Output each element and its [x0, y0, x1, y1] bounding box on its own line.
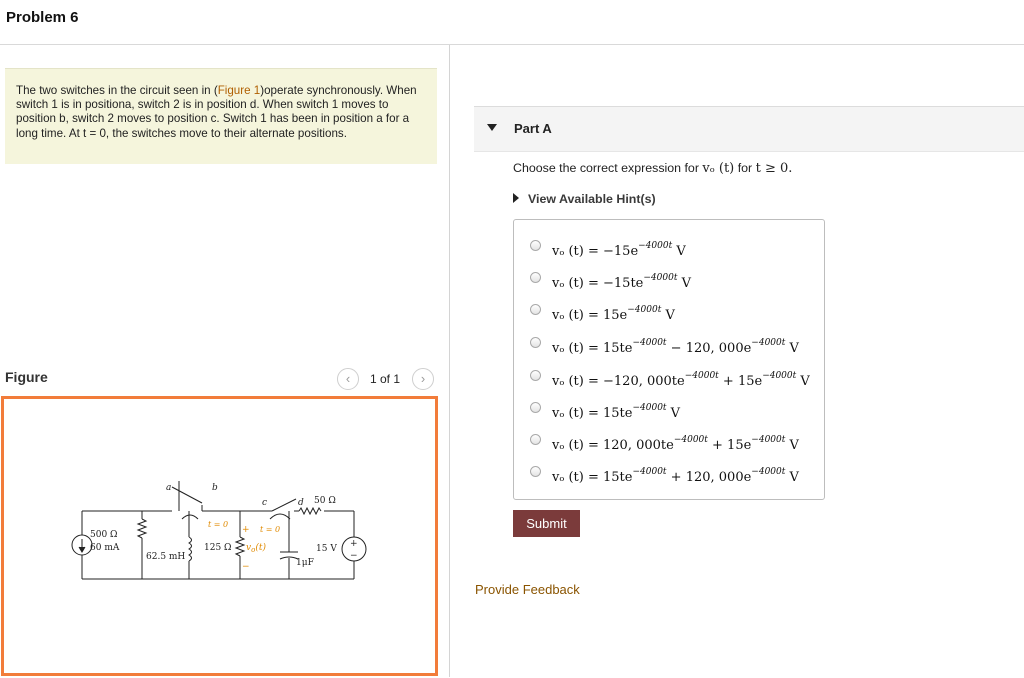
radio-button[interactable] — [530, 337, 541, 348]
part-a-label: Part A — [514, 121, 552, 136]
radio-button[interactable] — [530, 240, 541, 251]
caret-right-icon — [513, 193, 519, 203]
provide-feedback-link[interactable]: Provide Feedback — [475, 582, 580, 597]
option-expression: vₒ (t) = 120, $000te^{-4000t} + 15e^{-4000t}$ V — [552, 435, 799, 453]
radio-button[interactable] — [530, 304, 541, 315]
radio-button[interactable] — [530, 402, 541, 413]
src-plus-label: + — [350, 539, 358, 549]
r50-label: 50 Ω — [314, 496, 336, 506]
chevron-right-icon: › — [420, 371, 426, 386]
figure-link[interactable]: Figure 1 — [217, 84, 261, 97]
option-expression: vₒ (t) = −120, $000te^{-4000t} + 15e^{-4000t}$ V — [552, 371, 810, 389]
r125-label: 125 Ω — [204, 543, 232, 553]
hint-label: View Available Hint(s) — [528, 192, 656, 206]
next-figure-button[interactable] — [412, 368, 434, 390]
src-minus-label: − — [350, 551, 358, 561]
answer-options — [513, 219, 825, 500]
pane-divider — [449, 45, 450, 677]
problem-title: Problem 6 — [6, 9, 79, 26]
question-text — [513, 161, 792, 176]
option-expression: vₒ $(t) = 15te^{-4000t} + 120$, $000e^{-4000t}$ V — [552, 467, 799, 485]
submit-button[interactable]: Submit — [513, 510, 580, 537]
problem-text-2: )operate synchronously. When switch 1 is in positiona, switch 2 is in position d. When switch 1 moves to position b, switch 2 moves to position c. Switch 1 has been in position a for a long time. At t = 0, the switches move to their alternate positions. — [16, 84, 417, 140]
radio-button[interactable] — [530, 370, 541, 381]
chevron-left-icon: ‹ — [345, 371, 351, 386]
question-prefix: Choose the correct expression for — [513, 161, 703, 175]
problem-text-1: The two switches in the circuit seen in ( — [16, 84, 218, 97]
label-b: b — [212, 483, 218, 493]
vo-minus-label: − — [242, 562, 250, 572]
l625-label: 62.5 mH — [146, 552, 186, 562]
label-d: d — [298, 498, 304, 508]
question-cond: t ≥ 0. — [755, 161, 793, 176]
option-expression: vₒ $(t) = 15te^{-4000t}$ V — [552, 403, 681, 421]
pager-text: 1 of 1 — [370, 372, 401, 386]
option-expression: vₒ $(t) = 15e^{-4000t}$ V — [552, 305, 675, 323]
t0-left-label: t = 0 — [208, 520, 229, 529]
c1uf-label: 1μF — [296, 558, 314, 568]
figure-label: Figure — [5, 369, 48, 385]
option-expression: vₒ $(t) = -15te^{-4000t}$ V — [552, 273, 691, 291]
circuit-diagram — [4, 399, 435, 673]
header-bar — [0, 0, 1024, 45]
t0-right-label: t = 0 — [260, 525, 281, 534]
caret-down-icon — [487, 124, 497, 131]
vo-plus-label: + — [242, 525, 250, 535]
v15-label: 15 V — [316, 544, 337, 554]
i60-label: 60 mA — [90, 543, 120, 553]
label-c: c — [262, 498, 268, 508]
option-expression: vₒ $(t) = -15e^{-4000t}$ V — [552, 241, 686, 259]
figure-frame — [1, 396, 438, 676]
part-a-header[interactable] — [474, 106, 1024, 152]
vo-label: $v_o(t)$ — [246, 543, 266, 554]
prev-figure-button[interactable] — [337, 368, 359, 390]
radio-button[interactable] — [530, 466, 541, 477]
label-a: a — [166, 483, 172, 493]
view-hints-link[interactable] — [513, 192, 656, 206]
radio-button[interactable] — [530, 434, 541, 445]
r500-label: 500 Ω — [90, 530, 118, 540]
option-expression: vₒ $(t) = 15te^{-4000t} - 120$, $000e^{-4000t}$ V — [552, 338, 799, 356]
question-math: vₒ (t) — [702, 161, 735, 176]
question-mid: for — [734, 161, 756, 175]
radio-button[interactable] — [530, 272, 541, 283]
problem-statement — [5, 68, 437, 164]
